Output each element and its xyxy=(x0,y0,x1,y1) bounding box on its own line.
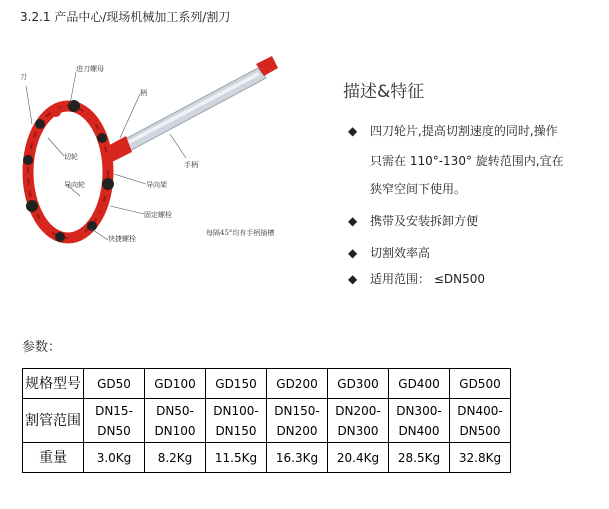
table-cell: DN100- DN150 xyxy=(206,399,267,443)
label-feed-bolt: 进刀螺母 xyxy=(76,65,104,73)
feature-text: 携带及安装拆卸方便 xyxy=(370,214,479,228)
feature-text: 四刀轮片,提高切割速度的同时,操作 xyxy=(370,124,558,138)
diamond-bullet-icon: ◆ xyxy=(348,124,358,138)
table-cell: GD500 xyxy=(450,369,511,399)
feature-item-1-line3: 狭窄空间下使用。 xyxy=(370,182,467,196)
table-cell: 16.3Kg xyxy=(267,443,328,473)
table-cell: 32.8Kg xyxy=(450,443,511,473)
table-cell: GD50 xyxy=(84,369,145,399)
table-cell: DN400- DN500 xyxy=(450,399,511,443)
row-header: 规格型号 xyxy=(23,369,84,399)
table-cell: DN150- DN200 xyxy=(267,399,328,443)
label-guide-frame: 导向架 xyxy=(146,181,167,189)
label-fixed-bolt: 固定螺栓 xyxy=(144,211,172,219)
diamond-bullet-icon: ◆ xyxy=(348,214,358,228)
table-row xyxy=(23,443,511,473)
table-cell: 8.2Kg xyxy=(145,443,206,473)
table-cell: GD100 xyxy=(145,369,206,399)
spec-table xyxy=(22,368,511,473)
feature-item-1-line2: 只需在 110°-130° 旋转范围内,宜在 xyxy=(370,154,564,168)
pipe-cutter-figure xyxy=(20,56,320,256)
feature-text: 适用范围： ≤DN500 xyxy=(370,272,485,286)
label-guide-wheel: 导向轮 xyxy=(64,181,85,189)
table-cell: GD300 xyxy=(328,369,389,399)
row-header: 重量 xyxy=(23,443,84,473)
table-cell: 28.5Kg xyxy=(389,443,450,473)
table-cell: DN300- DN400 xyxy=(389,399,450,443)
params-title: 参数： xyxy=(22,340,62,355)
label-hand-lever: 手柄 xyxy=(184,161,198,169)
label-quick-bolt: 快捷螺栓 xyxy=(108,235,136,243)
table-cell: DN200- DN300 xyxy=(328,399,389,443)
feature-item-1 xyxy=(348,122,558,139)
feature-text: 切割效率高 xyxy=(370,246,431,260)
table-cell: DN50- DN100 xyxy=(145,399,206,443)
table-cell: 11.5Kg xyxy=(206,443,267,473)
features-title: 描述&特征 xyxy=(343,82,425,102)
table-cell: 3.0Kg xyxy=(84,443,145,473)
diamond-bullet-icon: ◆ xyxy=(348,272,358,286)
table-row xyxy=(23,399,511,443)
feature-item-3 xyxy=(348,244,430,261)
table-cell: 20.4Kg xyxy=(328,443,389,473)
feature-item-4 xyxy=(348,270,485,287)
table-cell: GD150 xyxy=(206,369,267,399)
row-header: 割管范围 xyxy=(23,399,84,443)
feature-item-2 xyxy=(348,212,478,229)
diamond-bullet-icon: ◆ xyxy=(348,246,358,260)
label-handle: 柄 xyxy=(140,89,147,97)
label-knife: 刀 xyxy=(20,73,27,81)
table-row xyxy=(23,369,511,399)
table-cell: GD400 xyxy=(389,369,450,399)
label-cutter-wheel: 切轮 xyxy=(64,153,78,161)
table-cell: GD200 xyxy=(267,369,328,399)
handle-pipe xyxy=(116,56,278,154)
table-cell: DN15- DN50 xyxy=(84,399,145,443)
figure-note: 每隔45°均有手柄插槽 xyxy=(206,229,275,237)
page-title: 3.2.1 产品中心/现场机械加工系列/割刀 xyxy=(20,10,231,24)
